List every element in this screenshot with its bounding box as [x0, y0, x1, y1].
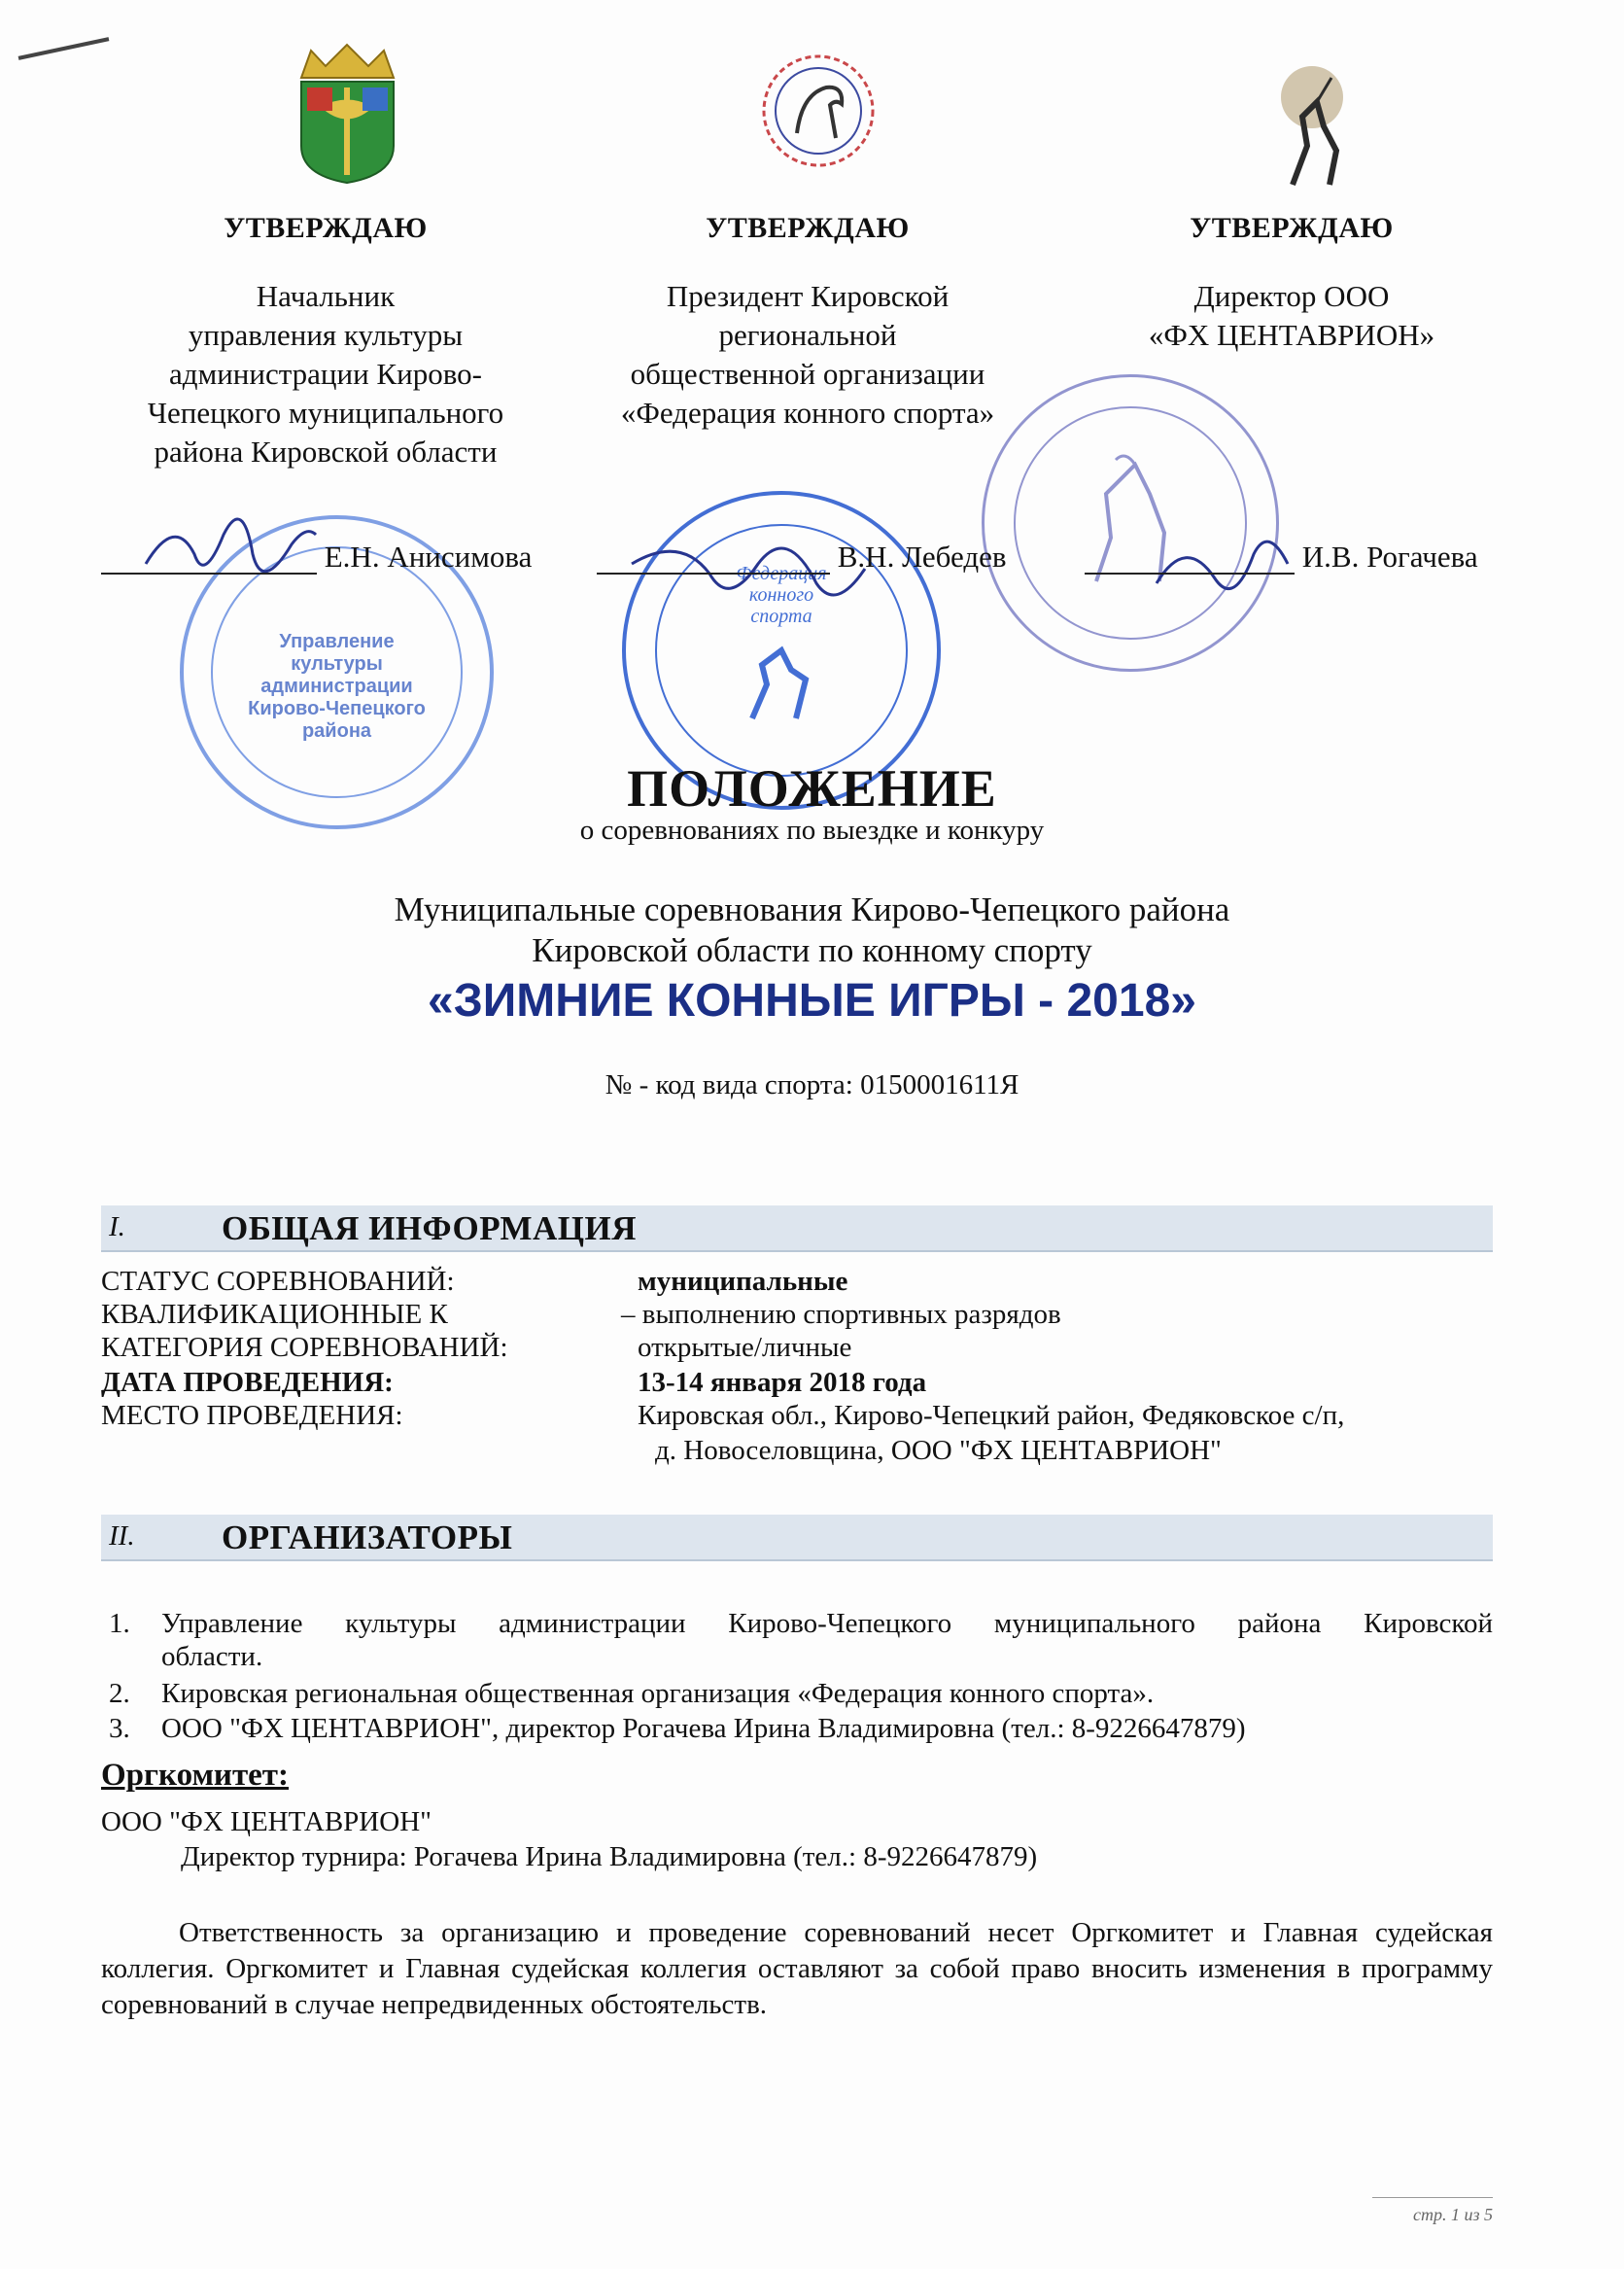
stamp-text: администрации	[260, 676, 413, 697]
section-general-info	[101, 1205, 1493, 1252]
centavrion-logo	[1263, 58, 1361, 194]
section-title: ОБЩАЯ ИНФОРМАЦИЯ	[222, 1209, 638, 1247]
signature-line-federation	[597, 540, 1007, 578]
signature-line-culture	[101, 540, 532, 578]
info-label: КАТЕГОРИЯ СОРЕВНОВАНИЙ:	[101, 1332, 508, 1363]
info-label: МЕСТО ПРОВЕДЕНИЯ:	[101, 1400, 403, 1431]
federation-logo	[758, 51, 880, 172]
horse-stamp-icon	[738, 641, 825, 728]
item-number: 1.	[109, 1608, 130, 1639]
position-line: района Кировской области	[154, 435, 498, 469]
signer-name: Е.Н. Анисимова	[324, 540, 533, 574]
info-value: Кировская обл., Кирово-Чепецкий район, Федяковское с/п,	[638, 1400, 1345, 1431]
signer-name: В.Н. Лебедев	[837, 540, 1007, 574]
position-line: «ФХ ЦЕНТАВРИОН»	[1148, 318, 1435, 352]
approval-heading: УТВЕРЖДАЮ	[224, 212, 428, 244]
section-number: I.	[109, 1211, 125, 1242]
position-line: Чепецкого муниципального	[147, 396, 504, 430]
stamp-text: Управление культуры	[279, 631, 395, 675]
orgcommittee-heading: Оргкомитет:	[101, 1758, 290, 1793]
item-number: 3.	[109, 1713, 130, 1744]
document-title: ПОЛОЖЕНИЕ	[627, 759, 997, 818]
info-value: д. Новоселовщина, ООО "ФХ ЦЕНТАВРИОН"	[655, 1435, 1222, 1466]
position-line: управления культуры	[188, 318, 464, 352]
stamp-text: района	[301, 720, 372, 742]
event-name: «ЗИМНИЕ КОННЫЕ ИГРЫ - 2018»	[428, 975, 1196, 1027]
orgcommittee-org: ООО "ФХ ЦЕНТАВРИОН"	[101, 1806, 432, 1837]
item-text: ООО "ФХ ЦЕНТАВРИОН", директор Рогачева Ирина Владимировна (тел.: 8-9226647879)	[161, 1713, 1246, 1744]
info-value: открытые/личные	[638, 1332, 852, 1363]
info-label: СТАТУС СОРЕВНОВАНИЙ:	[101, 1266, 455, 1297]
position-line: общественной организации	[630, 357, 985, 391]
stamp-text: конного	[748, 584, 814, 606]
info-value: 13-14 января 2018 года	[638, 1367, 927, 1398]
signer-name: И.В. Рогачева	[1301, 540, 1478, 574]
position-line: «Федерация конного спорта»	[620, 396, 995, 430]
item-number: 2.	[109, 1678, 130, 1709]
stamp-text: Федерация	[736, 563, 827, 584]
position-line: Начальник	[256, 279, 396, 313]
responsibility-paragraph: Ответственность за организацию и проведение соревнований несет Оргкомитет и Главная судейская коллегия. Оргкомитет и Главная судейская коллегия оставляют за собой право вносить изменения в программу соревнований в случае непредвиденных обстоятельств.	[101, 1917, 1493, 2020]
coat-of-arms-logo	[292, 39, 403, 185]
info-label: ДАТА ПРОВЕДЕНИЯ:	[101, 1367, 394, 1398]
info-value: – выполнению спортивных разрядов	[621, 1299, 1061, 1330]
page-number: стр. 1 из 5	[1412, 2205, 1493, 2224]
stamp-text: Кирово-Чепецкого	[248, 698, 426, 719]
organizer-item	[101, 1608, 1493, 1676]
position-line: администрации Кирово-	[169, 357, 482, 391]
item-text: области.	[161, 1641, 263, 1672]
section-number: II.	[109, 1520, 135, 1552]
tournament-director: Директор турнира: Рогачева Ирина Владимировна (тел.: 8-9226647879)	[181, 1841, 1038, 1872]
stamp-text: спорта	[750, 606, 812, 627]
sport-code: № - код вида спорта: 0150001611Я	[605, 1069, 1019, 1100]
section-organizers	[101, 1515, 1493, 1561]
info-label: КВАЛИФИКАЦИОННЫЕ К	[101, 1299, 448, 1330]
item-text: Кировская региональная общественная организация «Федерация конного спорта».	[161, 1678, 1155, 1709]
section-title: ОРГАНИЗАТОРЫ	[222, 1518, 513, 1556]
document-subtitle: о соревнованиях по выездке и конкуру	[579, 815, 1045, 846]
approval-heading: УТВЕРЖДАЮ	[706, 212, 910, 244]
event-line-1: Муниципальные соревнования Кирово-Чепецкого района	[394, 890, 1230, 928]
position-line: региональной	[718, 318, 897, 352]
position-line: Директор ООО	[1193, 279, 1390, 313]
info-value: муниципальные	[638, 1266, 848, 1297]
approval-column-centavrion	[1063, 209, 1520, 355]
scan-mark	[18, 37, 110, 60]
event-line-2: Кировской области по конному спорту	[532, 931, 1092, 969]
item-text: Управление культуры администрации Кирово-Чепецкого муниципального района Кировской	[161, 1608, 1493, 1639]
approval-column-culture	[97, 209, 554, 471]
position-line: Президент Кировской	[666, 279, 950, 313]
approval-column-federation	[579, 209, 1036, 433]
footer-rule	[1372, 2197, 1493, 2198]
signature-line-centavrion	[1085, 540, 1478, 578]
approval-heading: УТВЕРЖДАЮ	[1190, 212, 1394, 244]
